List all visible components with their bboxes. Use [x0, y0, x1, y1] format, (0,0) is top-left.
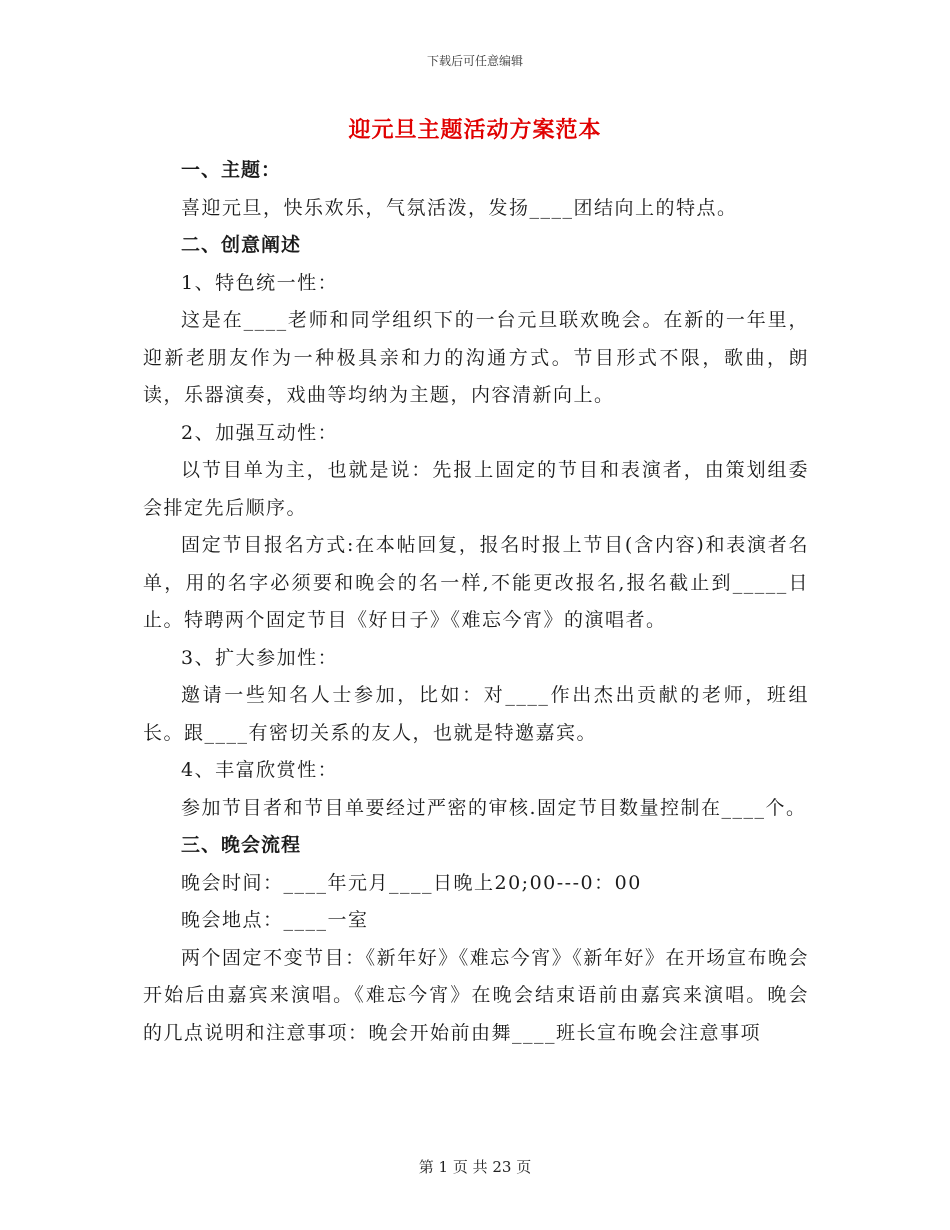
paragraph: 晚会地点：____一室 [181, 909, 369, 931]
paragraph: 两个固定不变节目：《新年好》《难忘今宵》《新年好》在开场宣布晚会开始后由嘉宾来演唱。《难忘今宵》在晚会结束语前由嘉宾来演唱。晚会的几点说明和注意事项：晚会开始前由舞____班长宣布晚会注意事项 [143, 946, 809, 1044]
paragraph: 固定节目报名方式:在本帖回复，报名时报上节目(含内容)和表演者名单，用的名字必须要和晚会的名一样,不能更改报名,报名截止到_____日止。特聘两个固定节目《好日子》《难忘今宵》的演唱者。 [143, 534, 809, 631]
paragraph: 邀请一些知名人士参加，比如：对____作出杰出贡献的老师，班组长。跟____有密切关系的友人，也就是特邀嘉宾。 [143, 684, 809, 744]
document-body [143, 152, 809, 1052]
paragraph: 喜迎元旦，快乐欢乐，气氛活泼，发扬____团结向上的特点。 [181, 196, 738, 219]
paragraph: 晚会时间：____年元月____日晚上20;00---0：00 [181, 871, 642, 894]
paragraph: 参加节目者和节目单要经过严密的审核.固定节目数量控制在____个。 [181, 796, 807, 819]
header-note: 下载后可任意编辑 [426, 54, 523, 68]
paragraph: 这是在____老师和同学组织下的一台元旦联欢晚会。在新的一年里，迎新老朋友作为一种极具亲和力的沟通方式。节目形式不限，歌曲，朗读，乐器演奏，戏曲等均纳为主题，内容清新向上。 [143, 309, 809, 406]
section-heading-creative: 二、创意阐述 [181, 234, 302, 256]
section-heading-process: 三、晚会流程 [181, 834, 302, 856]
subheading: 3、扩大参加性： [181, 646, 339, 669]
subheading: 1、特色统一性： [181, 271, 339, 294]
subheading: 4、丰富欣赏性： [181, 759, 339, 781]
document-title: 迎元旦主题活动方案范本 [348, 117, 602, 143]
page-number: 第 1 页 共 23 页 [418, 1158, 532, 1176]
section-heading-theme: 一、主题： [181, 159, 282, 181]
paragraph: 以节目单为主，也就是说：先报上固定的节目和表演者，由策划组委会排定先后顺序。 [143, 459, 809, 519]
subheading: 2、加强互动性： [181, 421, 339, 444]
